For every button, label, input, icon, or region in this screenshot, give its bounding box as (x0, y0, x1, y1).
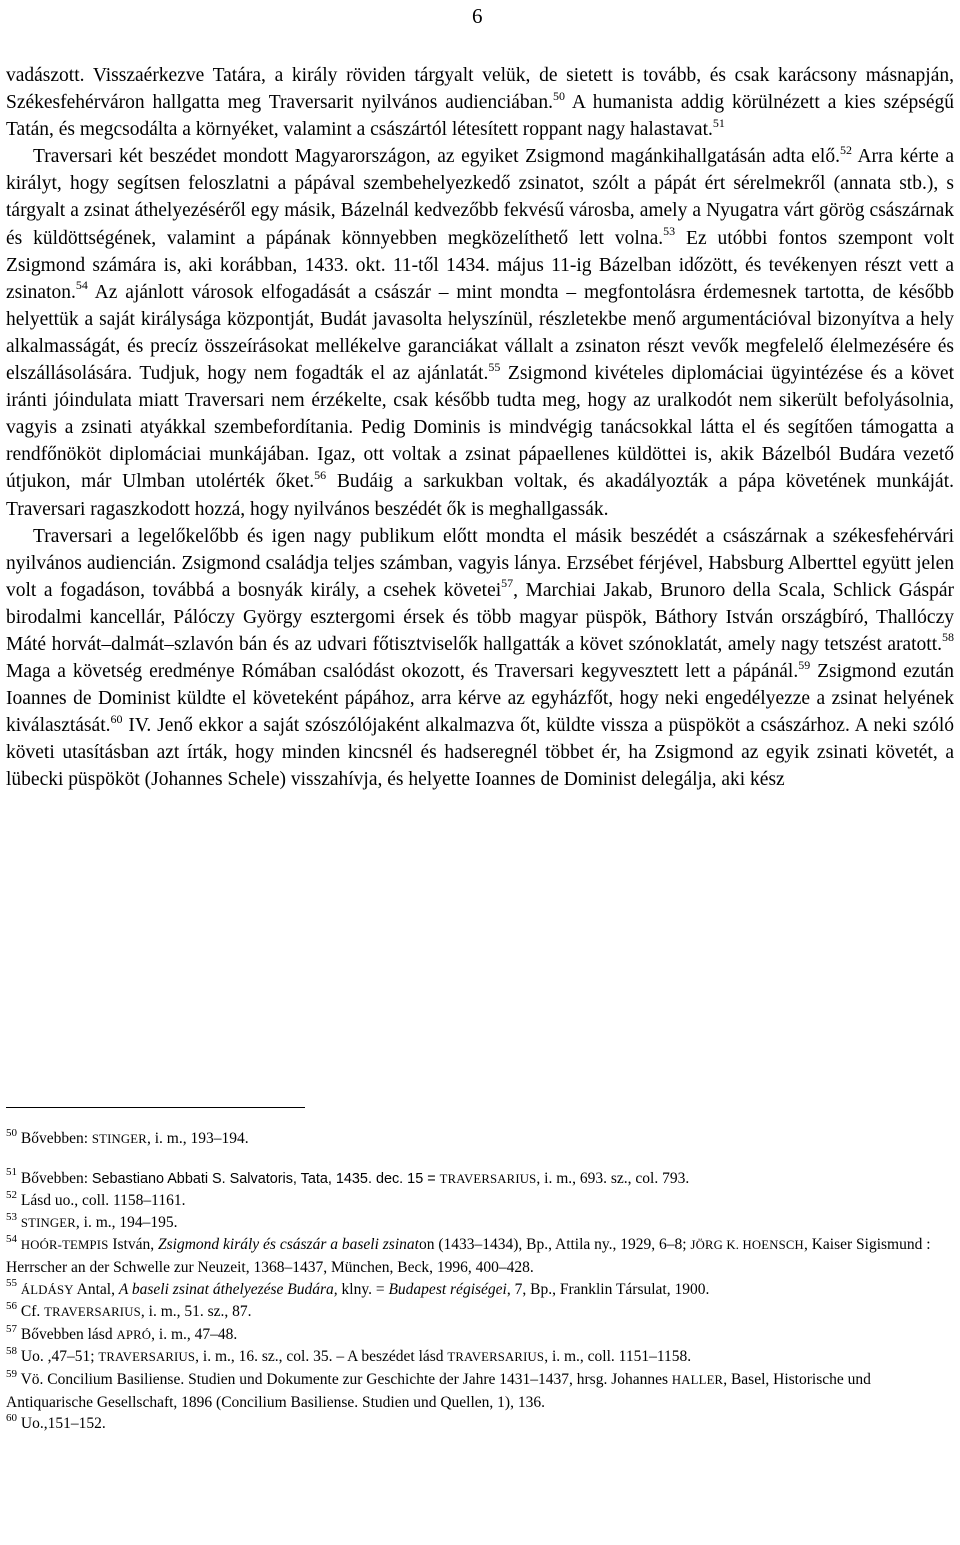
paragraph-2: Traversari két beszédet mondott Magyarországon, az egyiket Zsigmond magánkihallgatásán adta elő.$^{52}$ Arra kérte a királyt, hogy segítsen feloszlatni a pápával szembehelyezkedő zsinatot, szólt a pápát ért sérelmekről (annata stb.), s tárgyalt a zsinat áthelyezéséről egy másik, Bázelnál kedvezőbb fekvésű városba, amely a Nyugatra várt görög császárnak és küldöttségének, valamint a pápának könnyebben megközelíthető lett volna.$^{53}$ Ez utóbbi fontos szempont volt Zsigmond számára is, aki korábban, 1433. okt. 11-től 1434. május 11-ig Bázelban időzött, és tevékenyen részt vett a zsinaton.$^{54}$ Az ajánlott városok elfogadását a császár – mint mondta – megfontolásra érdemesnek tartotta, de később helyettük a saját királysága központját, Budát javasolta helyszínül, részletekbe menő argumentációval bizonyítva a hely alkalmasságát, és precíz összeírásokat mellékelve garanciákat vállalt a zsinaton részt vevők megfelelő élelmezésére és elszállásolására. Tudjuk, hogy nem fogadták el az ajánlatát.$^{55}$ Zsigmond kivételes diplomáciai ügyintézése és a követ iránti jóindulata miatt Traversari nem érzékelte, csak később tudta meg, hogy az uralkodót nem sikerült befolyásolnia, vagyis a zsinati atyákkal szembefordítania. Pedig Dominis is mindvégig tanácsokkal látta el és segítően támogatta a rendfőnököt diplomáciai munkájában. Igaz, ott voltak a zsinat pápaellenes küldöttei is, akik Bázelból Budára vezető útjukon, már Ulmban utolérték őket.$^{56}$ Budáig a sarkukban voltak, és akadályozták a pápa követének munkáját. Traversari ragaszkodott hozzá, hogy nyilvános beszédét ők is meghallgassák. (6, 142, 954, 520)
paragraph-3: Traversari a legelőkelőbb és igen nagy publikum előtt mondta el másik beszédét a császárnak a székesfehérvári nyilvános audiencián. Zsigmond családja teljes számban, vagyis lánya. Erzsébet férjével, Habsburg Alberttel együtt jelen volt a fogadáson, továbbá a bosnyák király, a csehek követei$^{57}$, Marchiai Jakab, Brunoro della Scala, Schlick Gáspár birodalmi kancellár, Pálóczy György esztergomi érsek és több magyar püspök, Báthory István országbíró, Thallóczy Máté horvát–dalmát–szlavón bán és az udvari főtisztviselők hallgatták a követ szónoklatát, amely nagy tetszést aratott.$^{58}$ Maga a követség eredménye Rómában csalódást okozott, és Traversari kegyvesztett lett a pápánál.$^{59}$ Zsigmond ezután Ioannes de Dominist küldte el követeként pápához, arra kérve az egyházfőt, hogy neki engedélyezze a zsinat helyének kiválasztását.$^{60}$ IV. Jenő ekkor a saját szószólójaként alkalmazva őt, küldte vissza a püspököt a császárhoz. A neki szóló követi utasításban azt írták, hogy minden kincsnél és hadseregnél többet ér, ha Zsigmond az egyik zsinati követét, a lübecki püspököt (Johannes Schele) visszahívja, és helyette Ioannes de Dominist delegálja, aki kész (6, 525, 954, 791)
footnote-ref-58[interactable]: 58 (942, 630, 954, 645)
footnotes (6, 1128, 954, 1435)
footnote-58: $^{58}$ Uo. ,47–51; TRAVERSARIUS, i. m., 16. sz., col. 35. – A beszédet lásd TRAVERSARIUS, i. m., coll. 1151–1158. (6, 1345, 692, 1366)
footnote-divider (6, 1107, 305, 1108)
page-number: 6 (472, 4, 483, 28)
footnote-ref-50[interactable]: 50 (552, 88, 565, 103)
footnote-ref-60[interactable]: 60 (110, 711, 123, 726)
footnote-ref-57[interactable]: 57 (501, 576, 514, 591)
footnote-53: $^{53}$ STINGER, i. m., 194–195. (6, 1210, 178, 1231)
footnote-60: $^{60}$ Uo.,151–152. (6, 1411, 106, 1433)
footnote-52: $^{52}$ Lásd uo., coll. 1158–1161. (6, 1189, 186, 1210)
footnote-ref-51[interactable]: 51 (712, 115, 725, 130)
footnote-56: $^{56}$ Cf. TRAVERSARIUS, i. m., 51. sz., 87. (6, 1300, 252, 1321)
footnote-50: $^{50}$ Bővebben: STINGER, i. m., 193–194. (6, 1126, 249, 1147)
footnote-57: $^{57}$ Bővebben lásd APRÓ, i. m., 47–48. (6, 1322, 238, 1343)
footnote-51: $^{51}$ Bővebben: Sebastiano Abbati S. Salvatoris, Tata, 1435. dec. 15 = TRAVERSARIUS, i. m., 693. sz., col. 793. (6, 1166, 690, 1187)
paragraph-1: vadászott. Visszaérkezve Tatára, a király röviden tárgyalt velük, de sietett is tovább, és csak karácsony másnapján, Székesfehérváron hallgatta meg Traversarit nyilvános audienciában.$^{50}$ A humanista addig körülnézett a kies szépségű Tatán, és megcsodálta a környéket, valamint a császártól létesített roppant nagy halastavat.$^{51}$ (6, 65, 954, 141)
footnote-55: $^{55}$ ÁLDÁSY Antal, A baseli zsinat áthelyezése Budára, klny. = Budapest régiségei, 7, Bp., Franklin Társulat, 1900. (6, 1277, 710, 1298)
footnote-54: $^{54}$ HOÓR-TEMPIS István, Zsigmond király és császár a baseli zsinaton (1433–1434), Bp., Attila ny., 1929, 6–8; JÖRG K. HOENSCH, Kaiser Sigismund : Herrscher an der Schwelle zur Neuzeit, 1368–1437, München, Beck, 1996, 400–428. (6, 1233, 931, 1276)
footnote-ref-59[interactable]: 59 (798, 657, 811, 672)
main-text (6, 62, 954, 794)
footnote-ref-52[interactable]: 52 (839, 142, 852, 157)
footnote-59: $^{59}$ Vö. Concilium Basiliense. Studien und Dokumente zur Geschichte der Jahre 1431–1437, hrsg. Johannes HALLER, Basel, Historische und Antiquarische Gesellschaft, 1896 (Concilium Basiliense. Studien und Quellen, 1), 136. (6, 1367, 871, 1411)
footnote-ref-56[interactable]: 56 (314, 467, 327, 482)
footnote-ref-54[interactable]: 54 (75, 278, 88, 293)
footnote-ref-53[interactable]: 53 (663, 224, 676, 239)
footnote-ref-55[interactable]: 55 (488, 359, 501, 374)
